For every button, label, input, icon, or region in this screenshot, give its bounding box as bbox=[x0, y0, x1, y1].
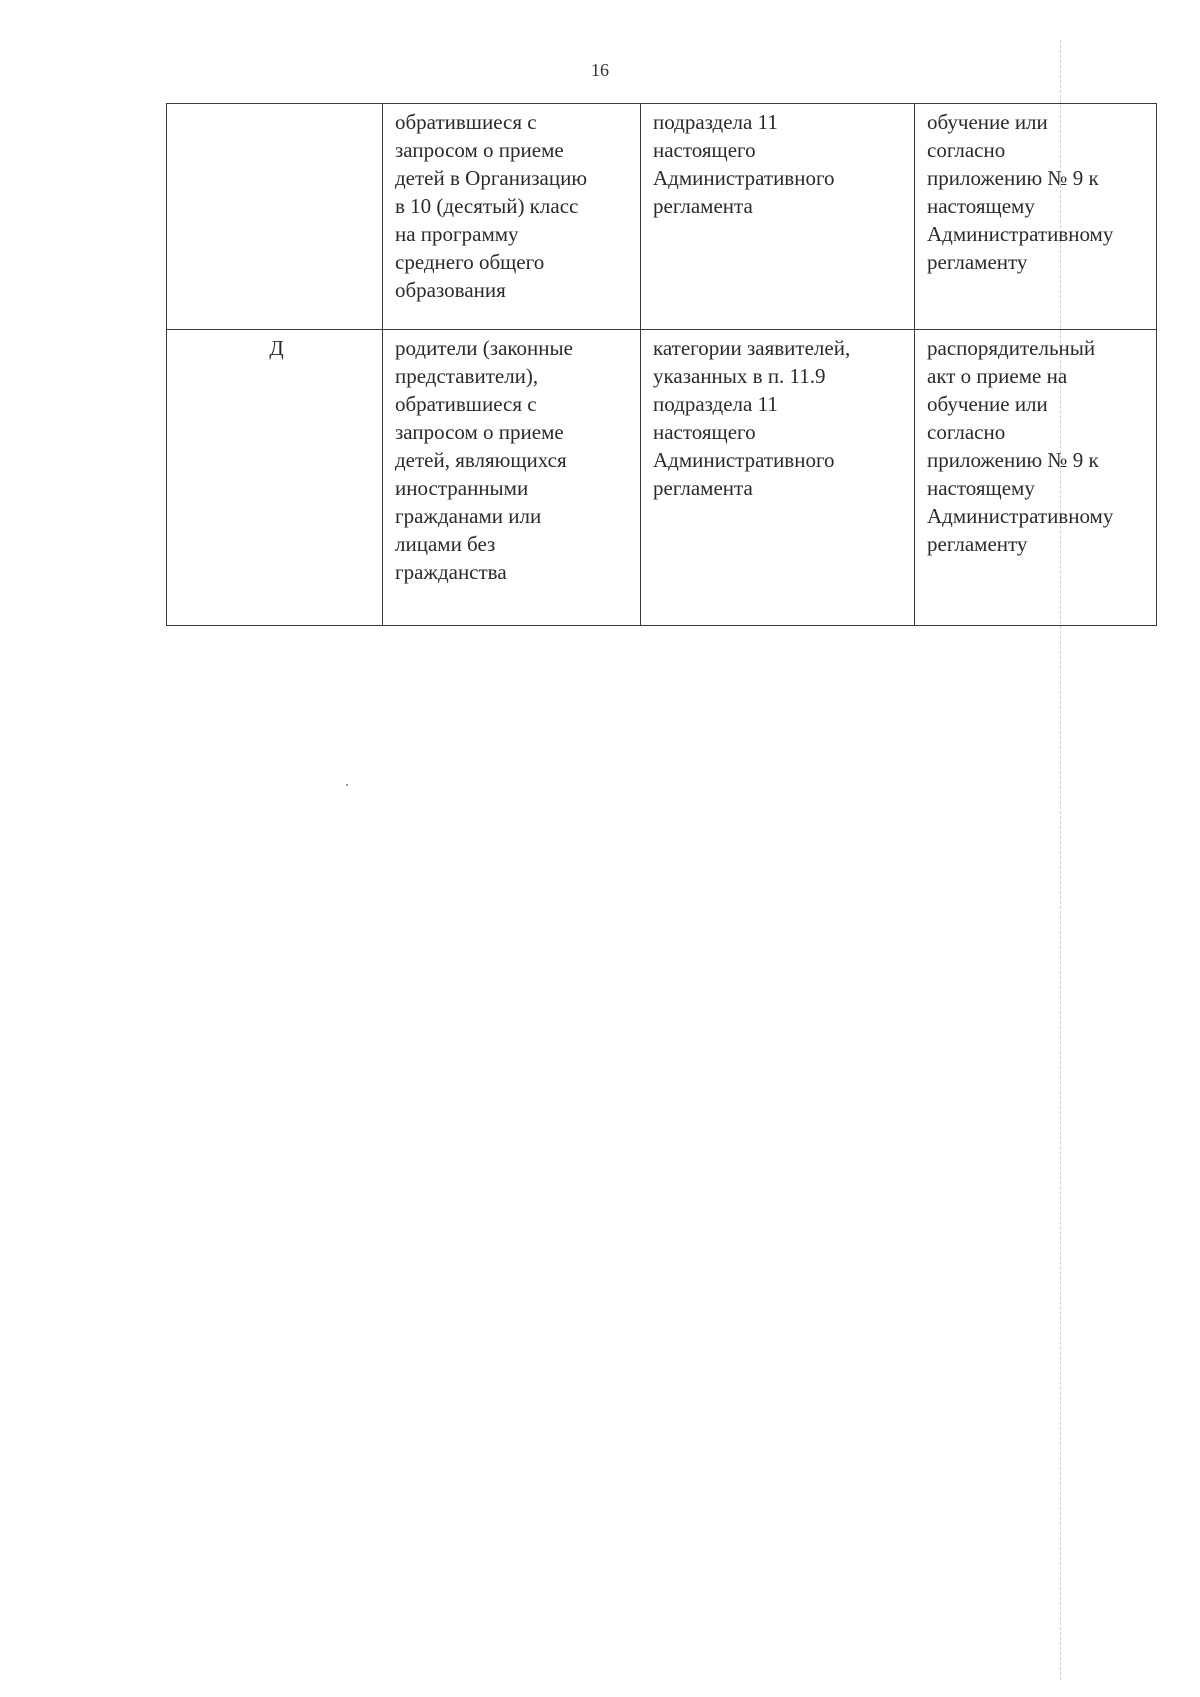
category-letter: Д bbox=[269, 336, 284, 360]
result-cell bbox=[915, 330, 1157, 626]
criteria-text: категории заявителей, указанных в п. 11.9 подраздела 11 настоящего Административного регламента bbox=[653, 336, 851, 500]
result-text: распорядительный акт о приеме на обучение или согласно приложению № 9 к настоящему Административному регламенту bbox=[927, 336, 1114, 556]
criteria-cell bbox=[641, 330, 915, 626]
category-letter-cell bbox=[167, 104, 383, 330]
criteria-cell bbox=[641, 104, 915, 330]
applicants-cell bbox=[383, 104, 641, 330]
scan-speck bbox=[346, 784, 348, 786]
applicant-categories-table bbox=[166, 103, 1157, 626]
category-letter-cell bbox=[167, 330, 383, 626]
applicants-text: родители (законные представители), обратившиеся с запросом о приеме детей, являющихся иностранными гражданами или лицами без гражданства bbox=[395, 336, 573, 584]
table-row bbox=[167, 330, 1157, 626]
page-number: 16 bbox=[591, 60, 609, 80]
applicants-cell bbox=[383, 330, 641, 626]
applicants-text: обратившиеся с запросом о приеме детей в Организацию в 10 (десятый) класс на программу среднего общего образования bbox=[395, 110, 588, 302]
result-cell bbox=[915, 104, 1157, 330]
result-text: обучение или согласно приложению № 9 к настоящему Административному регламенту bbox=[927, 110, 1114, 274]
table-row bbox=[167, 104, 1157, 330]
criteria-text: подраздела 11 настоящего Административного регламента bbox=[653, 110, 835, 218]
